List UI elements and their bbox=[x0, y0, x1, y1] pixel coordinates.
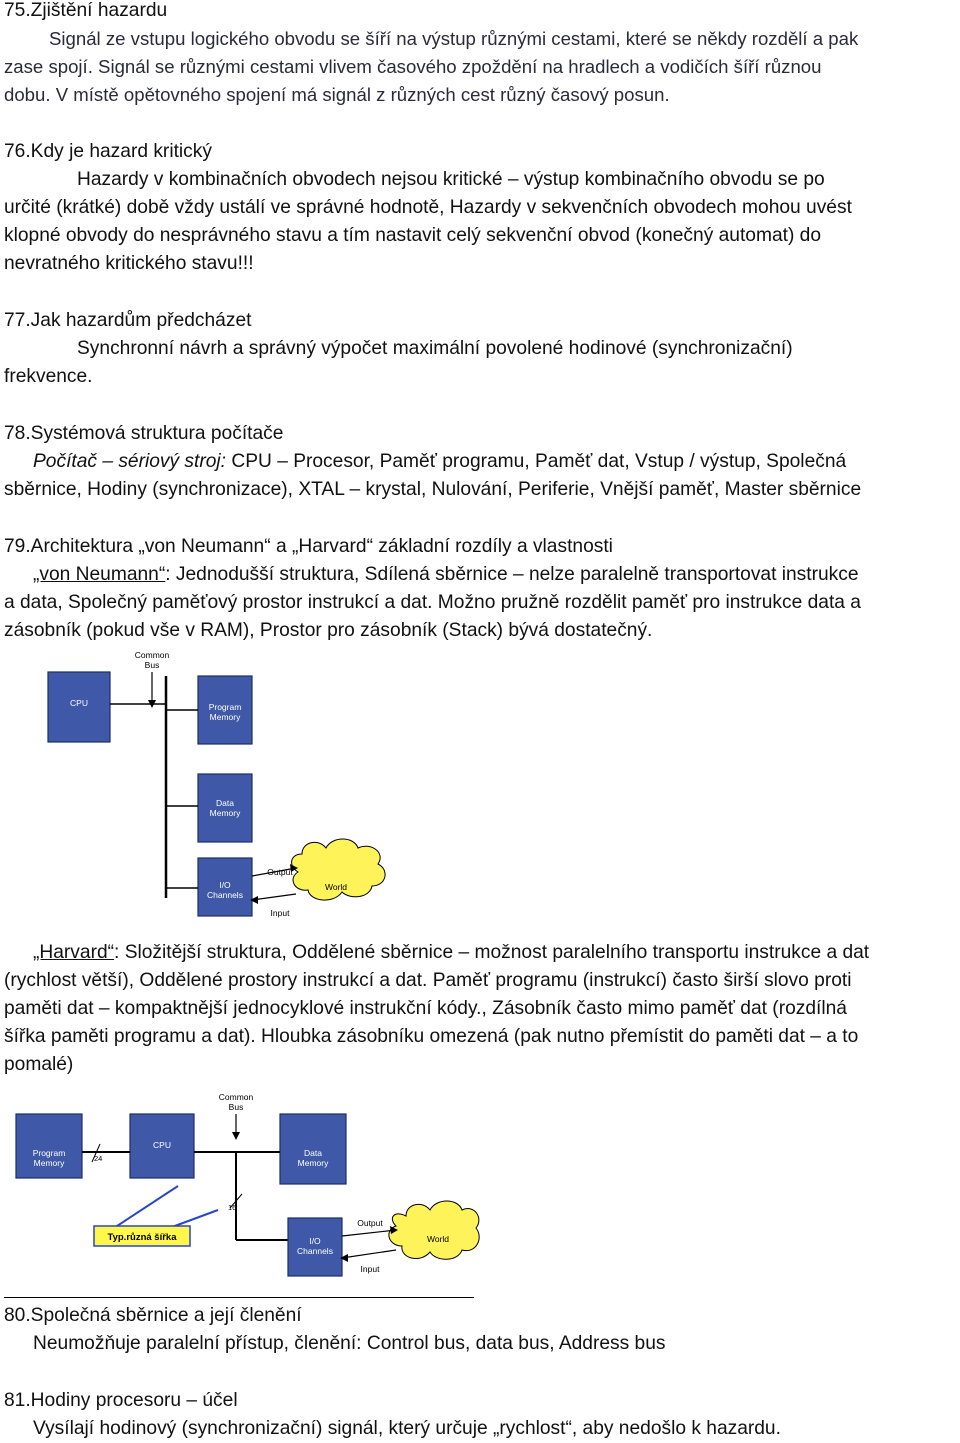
d2-io-label-2: Channels bbox=[297, 1246, 333, 1256]
d2-width-16: 16 bbox=[228, 1203, 237, 1212]
d1-cpu-label: CPU bbox=[70, 698, 88, 708]
d2-cpu-label: CPU bbox=[153, 1140, 171, 1150]
d2-bus-label-2: Bus bbox=[228, 1102, 244, 1112]
vn-line1-rest: : Jednodušší struktura, Sdílená sběrnice – nelze paralelně transportovat instrukce bbox=[165, 564, 859, 585]
hv-line5: pomalé) bbox=[4, 1054, 74, 1075]
d1-io-label-2: Channels bbox=[207, 890, 243, 900]
hv-line3: paměti dat – kompaktnější jednocyklové instrukční kódy., Zásobník často mimo paměť dat (rozdílná bbox=[4, 998, 847, 1019]
s75-line3: dobu. V místě opětovného spojení má signál z různých cest různý časový posun. bbox=[4, 84, 670, 105]
heading-81: 81.Hodiny procesoru – účel bbox=[4, 1390, 238, 1411]
d1-dm-label-2: Memory bbox=[209, 808, 241, 818]
d2-pm-label-1: Program bbox=[32, 1148, 66, 1158]
s76-line3: klopné obvody do nesprávného stavu a tím nastavit celý sekvenční obvod (konečný automat) do bbox=[4, 225, 822, 246]
d2-world-cloud bbox=[389, 1201, 479, 1259]
d2-io-label-1: I/O bbox=[309, 1236, 321, 1246]
s78-line2: sběrnice, Hodiny (synchronizace), XTAL – krystal, Nulování, Periferie, Vnější paměť, Master sběrnice bbox=[4, 479, 862, 500]
s76-line1: Hazardy v kombinačních obvodech nejsou kritické – výstup kombinačního obvodu se po bbox=[77, 169, 825, 190]
d2-program-memory-box bbox=[16, 1114, 82, 1178]
d1-dm-label-1: Data bbox=[216, 798, 234, 808]
s78-line1-rest: CPU – Procesor, Paměť programu, Paměť dat, Vstup / výstup, Společná bbox=[226, 451, 847, 472]
d1-bus-label-2: Bus bbox=[144, 660, 160, 670]
d1-input-line bbox=[252, 894, 296, 900]
s78-italic-term: Počítač – sériový stroj: bbox=[33, 451, 227, 472]
heading-75: 75.Zjištění hazardu bbox=[4, 0, 168, 21]
hv-term: „Harvard“ bbox=[33, 942, 115, 963]
hv-line2: (rychlost větší), Oddělené prostory instrukcí a dat. Paměť programu (instrukcí) často širší slovo proti bbox=[4, 970, 852, 991]
heading-77: 77.Jak hazardům předcházet bbox=[4, 310, 252, 331]
d2-note-pointer-1 bbox=[114, 1186, 178, 1228]
s81-line1: Vysílají hodinový (synchronizační) signál, který určuje „rychlost“, aby nedošlo k hazardu. bbox=[33, 1418, 781, 1439]
d2-input-label: Input bbox=[360, 1264, 380, 1274]
d2-width-24: 24 bbox=[94, 1154, 103, 1163]
hv-line1-rest: : Složitější struktura, Oddělené sběrnice – možnost paralelního transportu instrukce a dat bbox=[114, 942, 870, 963]
vn-line3: zásobník (pokud vše v RAM), Prostor pro zásobník (Stack) bývá dostatečný. bbox=[4, 620, 653, 641]
d1-io-label-1: I/O bbox=[219, 880, 231, 890]
d2-pm-label-2: Memory bbox=[33, 1158, 65, 1168]
d1-output-label: Output bbox=[267, 867, 293, 877]
vn-line1 bbox=[33, 561, 859, 589]
d1-bus-label-1: Common bbox=[134, 650, 170, 660]
heading-79: 79.Architektura „von Neumann“ a „Harvard“ základní rozdíly a vlastnosti bbox=[4, 536, 613, 557]
s75-line2: zase spojí. Signál se různými cestami vlivem časového zpoždění na hradlech a vodičích šíří různou bbox=[4, 56, 822, 77]
d1-pm-label-1: Program bbox=[208, 702, 242, 712]
d2-dm-label-2: Memory bbox=[297, 1158, 329, 1168]
s76-line4: nevratného kritického stavu!!! bbox=[4, 253, 254, 274]
heading-80: 80.Společná sběrnice a její členění bbox=[4, 1305, 302, 1326]
d2-bus-arrow-head bbox=[232, 1132, 240, 1140]
hv-line1 bbox=[33, 939, 869, 967]
s78-line1 bbox=[33, 448, 846, 476]
d2-note-label: Typ.různá šířka bbox=[107, 1232, 177, 1243]
von-neumann-diagram bbox=[40, 648, 440, 923]
heading-76: 76.Kdy je hazard kritický bbox=[4, 141, 212, 162]
d1-input-label: Input bbox=[270, 908, 290, 918]
hv-line4: šířka paměti programu a dat). Hloubka zásobníku omezená (pak nutno přemístit do paměti dat – a to bbox=[4, 1026, 859, 1047]
s77-line2: frekvence. bbox=[4, 366, 93, 387]
d1-world-label: World bbox=[324, 882, 348, 892]
d1-pm-label-2: Memory bbox=[209, 712, 241, 722]
s75-line1: Signál ze vstupu logického obvodu se šíří na výstup různými cestami, které se někdy rozdělí a pak bbox=[49, 28, 859, 49]
d2-world-label: World bbox=[426, 1234, 450, 1244]
d2-bus-label-1: Common bbox=[218, 1092, 254, 1102]
s80-line1: Neumožňuje paralelní přístup, členění: Control bus, data bus, Address bus bbox=[33, 1333, 666, 1354]
d2-input-line bbox=[342, 1250, 396, 1258]
d2-dm-label-1: Data bbox=[304, 1148, 322, 1158]
separator-rule bbox=[4, 1297, 474, 1298]
s77-line1: Synchronní návrh a správný výpočet maximální povolené hodinové (synchronizační) bbox=[77, 338, 793, 359]
vn-line2: a data, Společný paměťový prostor instrukcí a dat. Možno pružně rozdělit paměť pro instrukce data a bbox=[4, 592, 861, 613]
d2-output-line bbox=[342, 1230, 396, 1236]
d2-output-label: Output bbox=[357, 1218, 383, 1228]
harvard-diagram bbox=[10, 1090, 480, 1290]
s76-line2: určité (krátké) době vždy ustálí ve správné hodnotě, Hazardy v sekvenčních obvodech mohou uvést bbox=[4, 197, 852, 218]
vn-term: „von Neumann“ bbox=[33, 564, 166, 585]
heading-78: 78.Systémová struktura počítače bbox=[4, 423, 284, 444]
